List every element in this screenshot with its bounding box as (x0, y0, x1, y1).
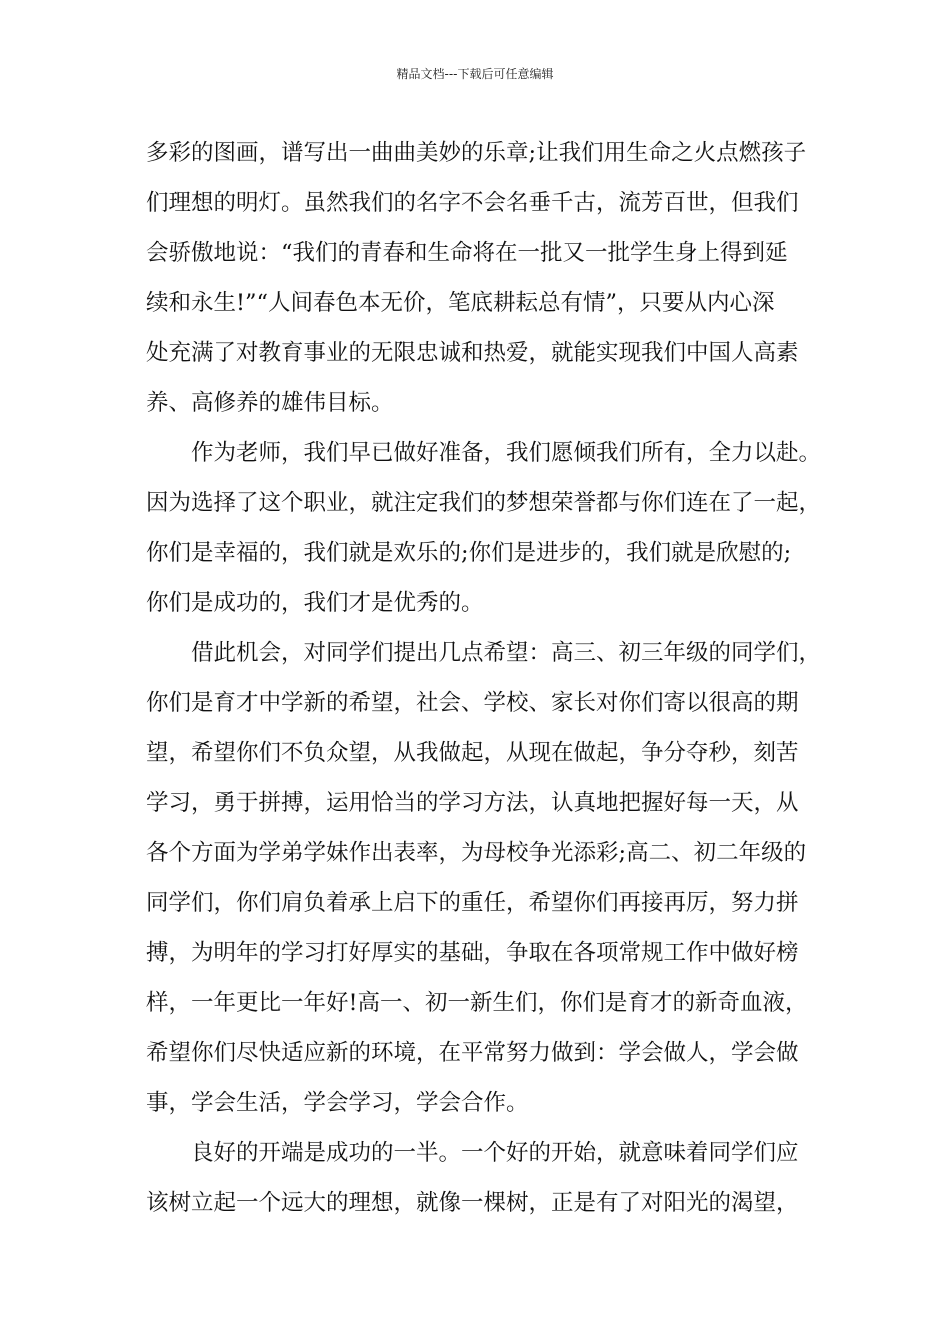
text-line: 学习，勇于拼搏，运用恰当的学习方法，认真地把握好每一天，从 (146, 790, 799, 816)
text-line: 会骄傲地说：“我们的青春和生命将在一批又一批学生身上得到延 (146, 240, 788, 266)
paragraph-start-line: 借此机会，对同学们提出几点希望：高三、初三年级的同学们， (191, 640, 822, 666)
text-line: 处充满了对教育事业的无限忠诚和热爱，就能实现我们中国人高素 (146, 340, 799, 366)
text-line: 多彩的图画，谱写出一曲曲美妙的乐章;让我们用生命之火点燃孩子 (146, 140, 807, 166)
text-line: 希望你们尽快适应新的环境，在平常努力做到：学会做人，学会做 (146, 1040, 799, 1066)
paragraph-start-line: 作为老师，我们早已做好准备，我们愿倾我们所有，全力以赴。 (191, 440, 822, 466)
text-line: 该树立起一个远大的理想，就像一棵树，正是有了对阳光的渴望， (146, 1190, 799, 1216)
paragraph-start-line: 良好的开端是成功的一半。一个好的开始，就意味着同学们应 (191, 1140, 799, 1166)
text-line: 望，希望你们不负众望，从我做起，从现在做起，争分夺秒，刻苦 (146, 740, 799, 766)
body-text (146, 128, 826, 1228)
text-line: 你们是成功的，我们才是优秀的。 (146, 590, 484, 616)
text-line: 搏，为明年的学习打好厚实的基础，争取在各项常规工作中做好榜 (146, 940, 799, 966)
text-line: 你们是幸福的，我们就是欢乐的;你们是进步的，我们就是欣慰的; (146, 540, 792, 566)
text-line: 续和永生!”“人间春色本无价，笔底耕耘总有情”，只要从内心深 (146, 290, 775, 316)
text-line: 同学们，你们肩负着承上启下的重任，希望你们再接再厉，努力拼 (146, 890, 799, 916)
text-line: 因为选择了这个职业，就注定我们的梦想荣誉都与你们连在了一起， (146, 490, 822, 516)
page-header: 精品文档---下载后可任意编辑 (396, 67, 554, 81)
text-line: 养、高修养的雄伟目标。 (146, 390, 394, 416)
text-line: 们理想的明灯。虽然我们的名字不会名垂千古，流芳百世，但我们 (146, 190, 799, 216)
text-line: 样，一年更比一年好!高一、初一新生们，你们是育才的新奇血液， (146, 990, 808, 1016)
text-line: 各个方面为学弟学妹作出表率，为母校争光添彩;高二、初二年级的 (146, 840, 807, 866)
text-line: 事，学会生活，学会学习，学会合作。 (146, 1090, 529, 1116)
text-line: 你们是育才中学新的希望，社会、学校、家长对你们寄以很高的期 (146, 690, 799, 716)
